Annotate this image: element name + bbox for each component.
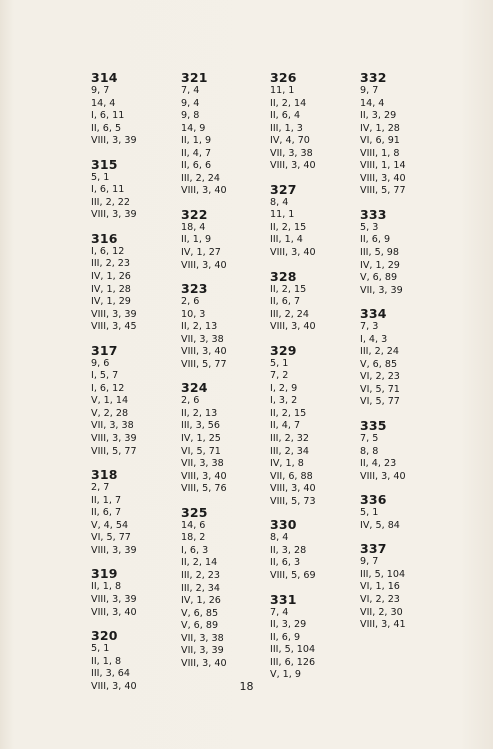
- entry-reference: II, 4, 23: [360, 458, 397, 470]
- entry-reference: IV, 1, 8: [270, 458, 304, 470]
- entry-reference: VI, 5, 71: [181, 445, 221, 457]
- entry-reference: I, 6, 11: [91, 184, 125, 196]
- entry-number: 332: [360, 70, 387, 85]
- entry-reference: VII, 2, 30: [360, 606, 403, 618]
- entry-reference: II, 1, 8: [91, 655, 122, 667]
- entry-reference: VII, 3, 38: [270, 147, 313, 159]
- entry-reference: VI, 5, 77: [91, 532, 131, 544]
- entry-number: 337: [360, 541, 387, 557]
- entry-reference: VIII, 3, 40: [181, 259, 227, 271]
- entry-reference: I, 4, 3: [360, 333, 388, 345]
- entry-reference: II, 2, 13: [181, 407, 218, 419]
- index-column-1: [91, 71, 179, 693]
- entry-reference: VIII, 1, 8: [360, 147, 400, 159]
- entry-number: 318: [91, 467, 118, 483]
- index-entry: [360, 71, 448, 198]
- entry-reference: VIII, 3, 45: [91, 321, 137, 333]
- entry-reference: VIII, 3, 40: [181, 185, 227, 197]
- entry-reference: III, 2, 22: [91, 196, 130, 208]
- entry-reference: I, 3, 2: [270, 395, 298, 407]
- entry-reference: 11, 1: [270, 85, 295, 96]
- index-entry: [91, 158, 179, 222]
- entry-reference: II, 3, 28: [270, 544, 307, 556]
- entry-reference: VI, 5, 77: [360, 396, 400, 408]
- index-entry: [91, 567, 179, 619]
- entry-reference: II, 1, 8: [91, 581, 122, 593]
- entry-reference: IV, 1, 26: [91, 271, 131, 283]
- index-entry: [270, 593, 358, 682]
- entry-number: 330: [270, 517, 297, 533]
- entry-reference: 14, 4: [360, 97, 385, 109]
- entry-reference: II, 1, 7: [91, 494, 122, 506]
- entry-reference: III, 1, 3: [270, 122, 303, 134]
- entry-reference: VIII, 3, 39: [91, 209, 137, 221]
- entry-reference: VII, 3, 38: [181, 458, 224, 470]
- entry-number: 329: [270, 342, 297, 358]
- entry-reference: V, 6, 89: [360, 272, 398, 284]
- entry-reference: VII, 3, 38: [181, 632, 224, 644]
- entry-reference: I, 6, 11: [91, 110, 125, 122]
- index-entry: [91, 468, 179, 557]
- entry-reference: 7, 2: [270, 370, 289, 382]
- entry-reference: VIII, 3, 40: [360, 172, 406, 184]
- index-entry: [181, 381, 269, 495]
- entry-reference: 7, 4: [270, 606, 289, 618]
- entry-reference: VII, 3, 38: [91, 420, 134, 432]
- entry-reference: II, 2, 14: [181, 557, 218, 569]
- entry-reference: VIII, 3, 40: [181, 657, 227, 669]
- entry-number: 321: [181, 70, 208, 85]
- entry-reference: 5, 1: [91, 643, 110, 655]
- entry-reference: III, 5, 104: [360, 568, 406, 580]
- entry-reference: III, 2, 23: [181, 569, 220, 581]
- entry-number: 323: [181, 281, 208, 297]
- index-entry: [91, 344, 179, 458]
- entry-reference: II, 4, 7: [270, 420, 301, 432]
- entry-reference: VIII, 3, 40: [181, 470, 227, 482]
- entry-reference: 9, 6: [91, 357, 110, 369]
- entry-number: 334: [360, 306, 387, 322]
- index-entry: [360, 493, 448, 532]
- entry-reference: VIII, 5, 73: [270, 495, 316, 507]
- entry-reference: IV, 1, 25: [181, 433, 221, 445]
- entry-reference: II, 3, 29: [360, 110, 397, 122]
- index-entry: [270, 71, 358, 173]
- entry-reference: 9, 8: [181, 110, 200, 122]
- index-entry: [181, 71, 269, 198]
- entry-reference: 5, 1: [91, 171, 110, 183]
- entry-reference: IV, 1, 28: [360, 122, 400, 134]
- entry-reference: VIII, 5, 77: [181, 358, 227, 370]
- index-entry: [360, 208, 448, 297]
- index-entry: [270, 518, 358, 582]
- entry-reference: III, 5, 98: [360, 247, 399, 259]
- entry-reference: VIII, 3, 40: [91, 680, 137, 692]
- entry-reference: 5, 1: [360, 507, 379, 519]
- entry-number: 316: [91, 230, 118, 246]
- entry-number: 333: [360, 206, 387, 222]
- entry-reference: VIII, 3, 39: [91, 308, 137, 320]
- entry-reference: VIII, 3, 40: [270, 321, 316, 333]
- index-entry: [360, 419, 448, 483]
- entry-reference: II, 2, 15: [270, 221, 307, 233]
- entry-reference: II, 4, 7: [181, 147, 212, 159]
- entry-number: 317: [91, 342, 118, 358]
- entry-reference: II, 6, 5: [91, 122, 122, 134]
- entry-reference: 18, 2: [181, 532, 206, 544]
- entry-reference: 18, 4: [181, 221, 206, 233]
- page-number: 18: [239, 680, 254, 693]
- entry-reference: I, 2, 9: [270, 382, 298, 394]
- entry-reference: VI, 1, 16: [360, 581, 400, 593]
- entry-reference: VIII, 5, 77: [91, 445, 137, 457]
- entry-reference: VI, 6, 91: [360, 135, 400, 147]
- entry-reference: 14, 9: [181, 122, 206, 134]
- entry-reference: V, 6, 85: [360, 358, 398, 370]
- entry-reference: VI, 5, 71: [360, 383, 400, 395]
- index-column-4: [360, 71, 448, 632]
- entry-reference: V, 6, 89: [181, 620, 219, 632]
- entry-reference: VIII, 3, 39: [91, 433, 137, 445]
- index-entry: [91, 232, 179, 334]
- entry-reference: 14, 4: [91, 97, 116, 109]
- entry-reference: 10, 3: [181, 308, 206, 320]
- entry-reference: 7, 3: [360, 321, 379, 333]
- entry-reference: VIII, 3, 39: [91, 135, 137, 147]
- entry-reference: 9, 7: [360, 85, 379, 96]
- entry-reference: III, 2, 23: [91, 258, 130, 270]
- entry-spacer: [270, 583, 358, 593]
- entry-reference: VIII, 3, 40: [360, 470, 406, 482]
- entry-reference: VI, 2, 23: [360, 371, 400, 383]
- entry-reference: II, 6, 6: [181, 160, 212, 172]
- index-column-2: [181, 71, 269, 670]
- entry-reference: 8, 4: [270, 196, 289, 208]
- entry-number: 328: [270, 268, 297, 284]
- entry-reference: III, 2, 24: [270, 308, 309, 320]
- entry-reference: II, 6, 7: [270, 296, 301, 308]
- entry-number: 325: [181, 504, 208, 520]
- entry-reference: 5, 1: [270, 357, 289, 369]
- entry-reference: IV, 1, 28: [91, 283, 131, 295]
- entry-reference: III, 6, 126: [270, 656, 316, 668]
- entry-reference: II, 6, 3: [270, 557, 301, 569]
- entry-reference: III, 5, 104: [270, 644, 316, 656]
- entry-reference: 9, 7: [91, 85, 110, 96]
- entry-reference: IV, 1, 26: [181, 595, 221, 607]
- entry-reference: VIII, 5, 76: [181, 483, 227, 495]
- entry-reference: VIII, 3, 40: [270, 483, 316, 495]
- entry-reference: III, 3, 56: [181, 420, 220, 432]
- entry-reference: VIII, 3, 39: [91, 593, 137, 605]
- entry-reference: VIII, 3, 40: [270, 247, 316, 259]
- entry-reference: VII, 3, 39: [181, 645, 224, 657]
- entry-reference: III, 1, 4: [270, 234, 303, 246]
- entry-number: 324: [181, 380, 208, 396]
- entry-reference: 2, 6: [181, 296, 200, 308]
- entry-reference: II, 1, 9: [181, 234, 212, 246]
- entry-reference: VIII, 3, 40: [270, 160, 316, 172]
- entry-reference: IV, 1, 29: [91, 296, 131, 308]
- entry-number: 336: [360, 492, 387, 508]
- entry-number: 335: [360, 418, 387, 434]
- index-entry: [360, 542, 448, 631]
- entry-reference: I, 6, 12: [91, 245, 125, 257]
- entry-reference: II, 2, 15: [270, 407, 307, 419]
- entry-reference: VIII, 3, 41: [360, 619, 406, 631]
- entry-reference: III, 2, 24: [360, 346, 399, 358]
- index-entry: [181, 282, 269, 371]
- entry-reference: III, 2, 34: [181, 582, 220, 594]
- entry-number: 320: [91, 628, 118, 644]
- entry-reference: VIII, 3, 40: [181, 346, 227, 358]
- entry-reference: II, 2, 13: [181, 321, 218, 333]
- entry-reference: IV, 1, 27: [181, 247, 221, 259]
- entry-number: 319: [91, 566, 118, 582]
- entry-reference: I, 6, 12: [91, 382, 125, 394]
- entry-reference: III, 2, 34: [270, 445, 309, 457]
- entry-reference: I, 5, 7: [91, 370, 119, 382]
- index-entry: [360, 307, 448, 409]
- entry-reference: II, 6, 9: [360, 234, 391, 246]
- index-column-3: [270, 71, 358, 682]
- entry-reference: 7, 4: [181, 85, 200, 96]
- entry-reference: V, 4, 54: [91, 519, 129, 531]
- entry-reference: 2, 7: [91, 482, 110, 494]
- entry-reference: III, 3, 64: [91, 668, 130, 680]
- entry-reference: I, 6, 3: [181, 544, 209, 556]
- entry-reference: VIII, 3, 39: [91, 544, 137, 556]
- entry-reference: II, 6, 9: [270, 631, 301, 643]
- entry-reference: III, 2, 32: [270, 433, 309, 445]
- entry-reference: II, 2, 14: [270, 97, 307, 109]
- entry-reference: VIII, 5, 77: [360, 185, 406, 197]
- entry-reference: VIII, 5, 69: [270, 569, 316, 581]
- entry-reference: 9, 4: [181, 97, 200, 109]
- entry-number: 314: [91, 70, 118, 85]
- entry-reference: 8, 4: [270, 532, 289, 544]
- entry-reference: V, 6, 85: [181, 607, 219, 619]
- entry-reference: V, 1, 14: [91, 395, 129, 407]
- entry-reference: II, 6, 4: [270, 110, 301, 122]
- entry-number: 322: [181, 206, 208, 222]
- entry-reference: IV, 5, 84: [360, 519, 400, 531]
- entry-reference: 5, 3: [360, 221, 379, 233]
- index-entry: [91, 71, 179, 148]
- entry-reference: IV, 1, 29: [360, 259, 400, 271]
- entry-reference: II, 1, 9: [181, 135, 212, 147]
- index-entry: [181, 208, 269, 272]
- entry-reference: V, 1, 9: [270, 669, 301, 681]
- entry-reference: VIII, 3, 40: [91, 606, 137, 618]
- entry-reference: 7, 5: [360, 433, 379, 445]
- entry-reference: VII, 3, 38: [181, 333, 224, 345]
- entry-reference: 14, 6: [181, 519, 206, 531]
- index-entry: [270, 344, 358, 509]
- entry-reference: 9, 7: [360, 556, 379, 568]
- index-entry: [270, 270, 358, 334]
- entry-reference: 11, 1: [270, 209, 295, 221]
- entry-reference: VII, 3, 39: [360, 284, 403, 296]
- index-entry: [270, 183, 358, 260]
- entry-reference: II, 6, 7: [91, 507, 122, 519]
- entry-reference: VII, 6, 88: [270, 470, 313, 482]
- entry-reference: VIII, 1, 14: [360, 160, 406, 172]
- entry-reference: 8, 8: [360, 445, 379, 457]
- entry-reference: II, 2, 15: [270, 283, 307, 295]
- entry-reference: IV, 4, 70: [270, 135, 310, 147]
- entry-reference: II, 3, 29: [270, 619, 307, 631]
- entry-number: 327: [270, 181, 297, 197]
- entry-number: 331: [270, 591, 297, 607]
- entry-number: 315: [91, 156, 118, 172]
- entry-reference: VI, 2, 23: [360, 593, 400, 605]
- index-entry: [181, 506, 269, 671]
- entry-reference: III, 2, 24: [181, 172, 220, 184]
- entry-reference: 2, 6: [181, 395, 200, 407]
- entry-number: 326: [270, 70, 297, 85]
- entry-reference: V, 2, 28: [91, 407, 129, 419]
